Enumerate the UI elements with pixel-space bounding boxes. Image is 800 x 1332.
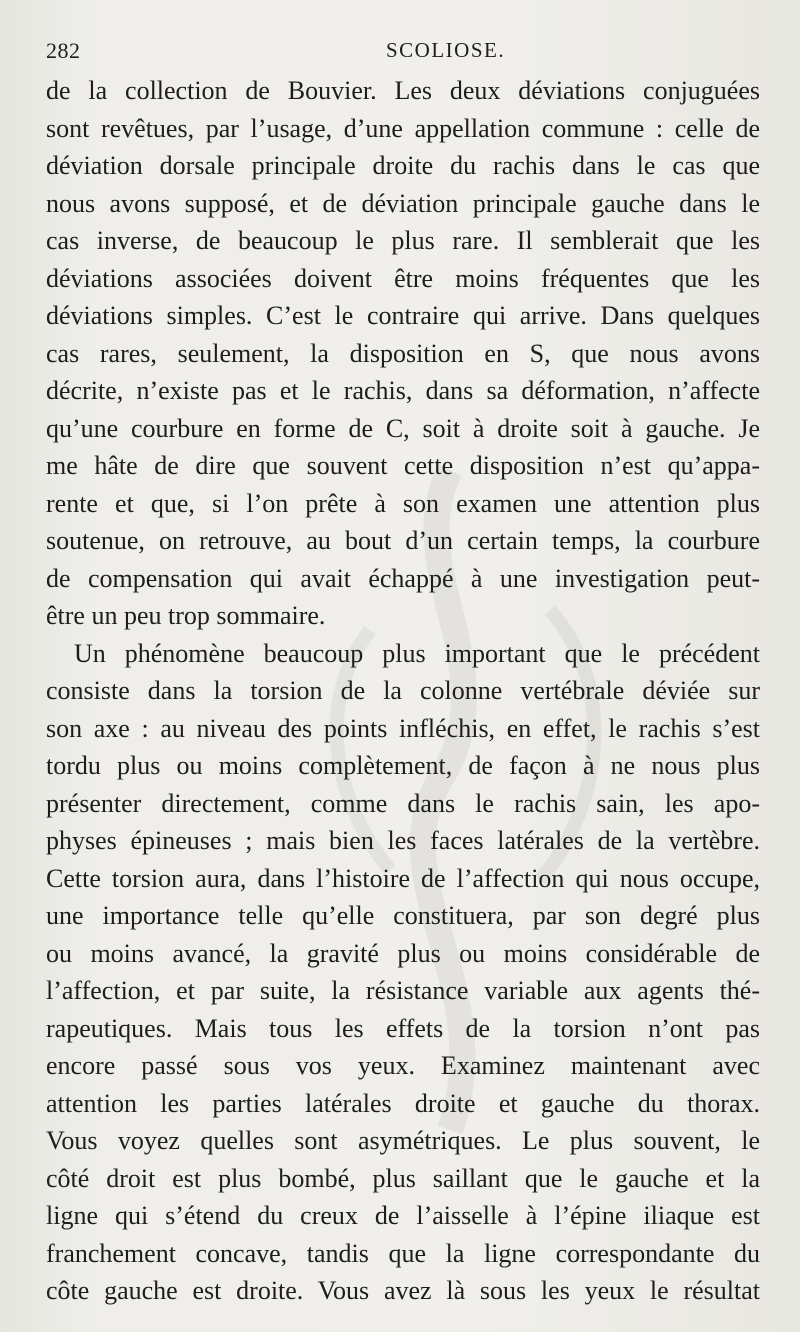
text-line: son axe : au niveau des points infléchis, en effet, le rachis s’est [46,713,760,743]
text-line: ou moins avancé, la gravité plus ou moins considérable de [46,938,760,968]
text-line: présenter directement, comme dans le rachis sain, les apo- [46,788,760,818]
page-header [46,38,760,66]
text-line: rapeutiques. Mais tous les effets de la torsion n’ont pas [46,1013,760,1043]
page-number: 282 [46,38,81,63]
text-line: décrite, n’existe pas et le rachis, dans sa déformation, n’affecte [46,376,760,405]
text-line: Cette torsion aura, dans l’histoire de l’affection qui nous occupe, [46,863,760,893]
text-line: côte gauche est droite. Vous avez là sous les yeux le résultat [46,1276,760,1305]
text-line: Un phénomène beaucoup plus important que le précédent [74,638,760,668]
text-line: déviations associées doivent être moins fréquentes que les [46,263,760,293]
text-line: être un peu trop sommaire. [46,601,326,630]
text-line: cas inverse, de beaucoup le plus rare. Il semblerait que les [46,226,760,255]
text-line: l’affection, et par suite, la résistance variable aux agents thé- [46,976,760,1005]
text-line: de la collection de Bouvier. Les deux déviations conjuguées [46,76,760,105]
text-line: une importance telle qu’elle constituera, par son degré plus [46,901,760,930]
text-line: Vous voyez quelles sont asymétriques. Le plus souvent, le [46,1126,760,1155]
text-line: nous avons supposé, et de déviation principale gauche dans le [46,188,760,218]
text-line: de compensation qui avait échappé à une investigation peut- [46,563,760,593]
text-line: sont revêtues, par l’usage, d’une appellation commune : celle de [46,113,760,143]
text-line: encore passé sous vos yeux. Examinez maintenant avec [46,1051,760,1080]
paragraph-1 [46,72,760,635]
paragraph-2 [46,635,760,1310]
text-line: soutenue, on retrouve, au bout d’un certain temps, la courbure [46,526,760,555]
text-line: physes épineuses ; mais bien les faces latérales de la vertèbre. [46,826,760,855]
text-line: me hâte de dire que souvent cette disposition n’est qu’appa- [46,451,760,480]
body-text [46,72,760,1310]
text-line: déviations simples. C’est le contraire qui arrive. Dans quelques [46,301,760,330]
text-line: déviation dorsale principale droite du rachis dans le cas que [46,151,760,180]
text-line: côté droit est plus bombé, plus saillant que le gauche et la [46,1163,760,1193]
text-line: ligne qui s’étend du creux de l’aisselle à l’épine iliaque est [46,1201,760,1230]
text-line: cas rares, seulement, la disposition en S, que nous avons [46,338,760,368]
text-line: franchement concave, tandis que la ligne correspondante du [46,1238,760,1268]
text-line: rente et que, si l’on prête à son examen une attention plus [46,488,760,518]
text-line: consiste dans la torsion de la colonne vertébrale déviée sur [46,676,760,705]
text-line: tordu plus ou moins complètement, de façon à ne nous plus [46,751,760,780]
text-line: qu’une courbure en forme de C, soit à droite soit à gauche. Je [46,413,760,443]
text-line: attention les parties latérales droite et gauche du thorax. [46,1088,760,1118]
running-title: SCOLIOSE. [386,38,506,62]
